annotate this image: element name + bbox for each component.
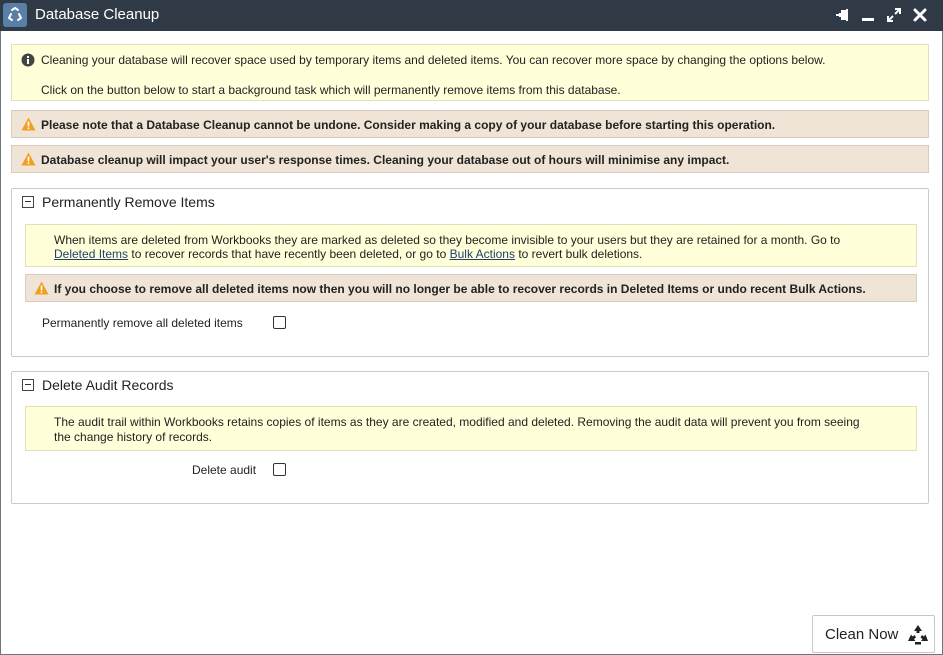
maximize-icon[interactable] — [886, 7, 902, 23]
panel-title-audit-records: Delete Audit Records — [42, 377, 174, 393]
panel-permanently-remove-items — [11, 188, 929, 357]
clean-now-button[interactable] — [812, 615, 935, 653]
window-title: Database Cleanup — [35, 6, 160, 23]
remove-items-info-line1: When items are deleted from Workbooks they are marked as deleted so they become invisible to your users but they are retained for a month. Go to — [54, 233, 841, 247]
delete-audit-checkbox[interactable] — [273, 463, 286, 476]
warning-text-response: Database cleanup will impact your user's response times. Cleaning your database out of hours will minimise any impact. — [41, 153, 730, 167]
panel-delete-audit-records — [11, 371, 929, 504]
delete-audit-label: Delete audit — [192, 463, 257, 477]
minimize-icon[interactable] — [860, 7, 876, 23]
pin-icon[interactable] — [835, 7, 851, 23]
remove-items-warning — [25, 274, 917, 302]
warning-message-undo — [11, 110, 929, 138]
bulk-actions-link[interactable]: Bulk Actions — [449, 247, 515, 261]
window-titlebar[interactable] — [0, 0, 943, 31]
warning-icon — [34, 281, 48, 295]
remove-items-info-line2 — [54, 247, 642, 261]
recycle-icon — [907, 624, 929, 646]
warning-message-response — [11, 145, 929, 173]
remove-items-info-end: to revert bulk deletions. — [518, 247, 643, 261]
clean-now-label: Clean Now — [825, 626, 899, 643]
info-message — [11, 44, 929, 101]
deleted-items-link[interactable]: Deleted Items — [54, 247, 129, 261]
audit-records-info-line2: the change history of records. — [54, 430, 213, 444]
info-message-line1: Cleaning your database will recover space used by temporary items and deleted items. You can recover more space by changing the options below. — [41, 53, 826, 67]
remove-deleted-items-checkbox[interactable] — [273, 316, 286, 329]
close-icon[interactable] — [912, 7, 928, 23]
collapse-icon[interactable] — [22, 196, 34, 208]
remove-deleted-items-label: Permanently remove all deleted items — [42, 316, 243, 330]
remove-items-warning-text: If you choose to remove all deleted items now then you will no longer be able to recover records in Deleted Items or undo recent Bulk Actions. — [54, 282, 866, 296]
warning-icon — [21, 152, 35, 166]
audit-records-info — [25, 406, 917, 451]
panel-title-remove-items: Permanently Remove Items — [42, 194, 215, 210]
remove-items-info-mid: to recover records that have recently been deleted, or go to — [131, 247, 447, 261]
recycle-icon — [3, 3, 27, 27]
warning-icon — [21, 117, 35, 131]
warning-text-undo: Please note that a Database Cleanup cannot be undone. Consider making a copy of your database before starting this operation. — [41, 118, 776, 132]
info-message-line2: Click on the button below to start a background task which will permanently remove items from this database. — [41, 83, 621, 97]
remove-items-info — [25, 224, 917, 267]
audit-records-info-line1: The audit trail within Workbooks retains copies of items as they are created, modified and deleted. Removing the audit data will prevent you from seeing — [54, 415, 860, 429]
info-icon — [21, 53, 35, 67]
collapse-icon[interactable] — [22, 379, 34, 391]
